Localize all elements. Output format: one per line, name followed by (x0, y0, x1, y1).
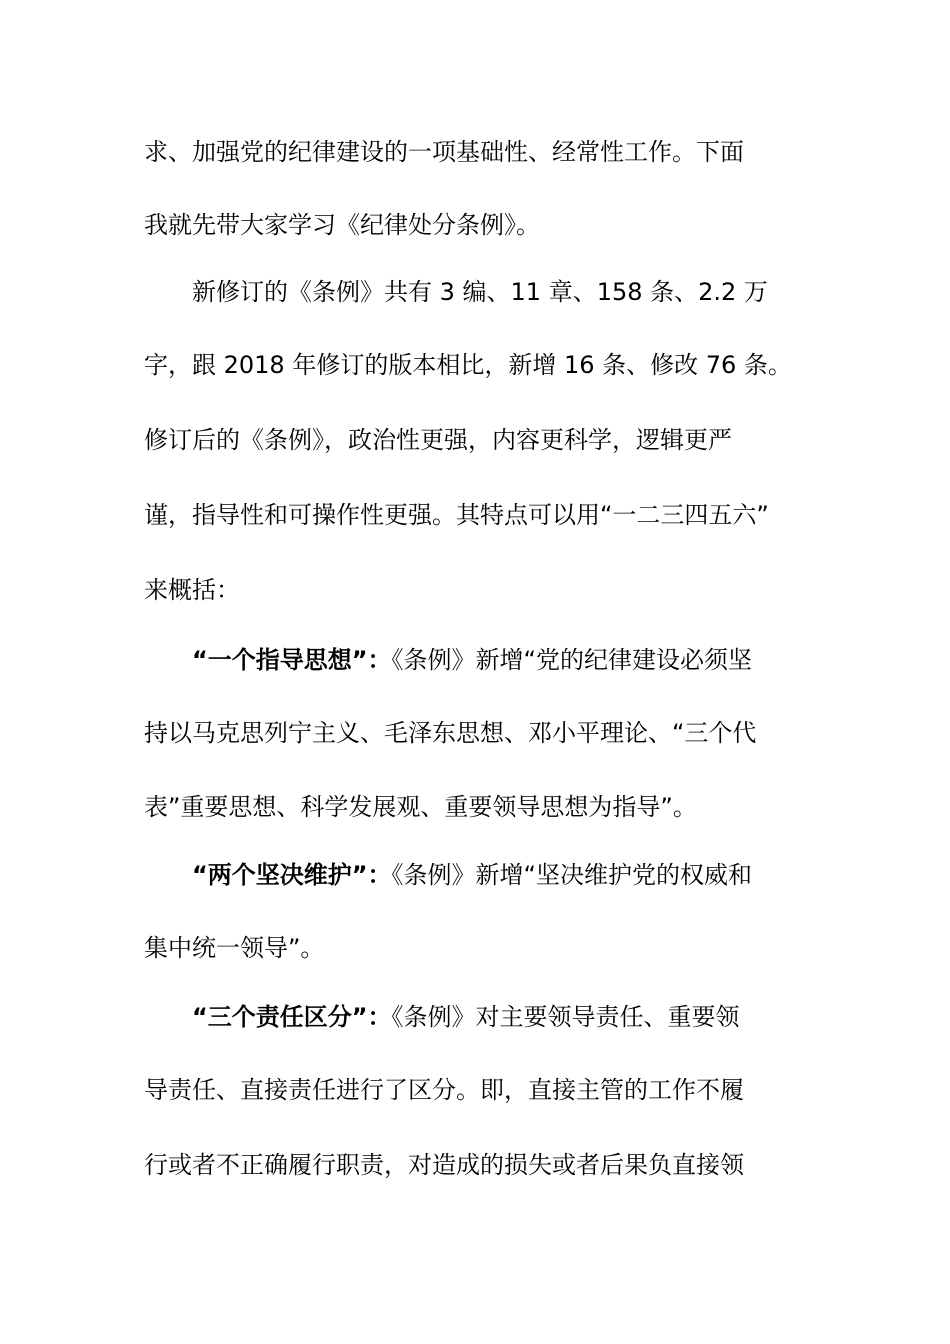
line-text: 持以马克思列宁主义、毛泽东思想、邓小平理论、“三个代 (144, 719, 757, 747)
paragraph-first-line (192, 1002, 740, 1032)
body-text-line (144, 425, 732, 455)
line-text: 《条例》新增“党的纪律建设必须坚 (391, 646, 752, 674)
body-text-line (144, 500, 769, 530)
body-text-line (144, 1150, 744, 1180)
paragraph-first-line (192, 860, 752, 890)
body-text-line (144, 350, 792, 380)
body-text-line (144, 137, 744, 167)
body-text-line (144, 718, 756, 748)
body-text-line (144, 210, 540, 240)
paragraph-first-line (192, 645, 752, 675)
body-text-line (144, 575, 240, 605)
body-text-line (144, 1075, 744, 1105)
line-text: 集中统一领导”。 (144, 934, 325, 962)
bold-heading: “一个指导思想”： (192, 646, 392, 674)
line-text: 修订后的《条例》，政治性更强，内容更科学，逻辑更严 (144, 426, 732, 454)
line-text: 谨，指导性和可操作性更强。其特点可以用“一二三四五六” (144, 501, 769, 529)
line-text: 新修订的《条例》共有 3 编、11 章、158 条、2.2 万 (192, 278, 768, 306)
paragraph-first-line (192, 277, 768, 307)
line-text: 表”重要思想、科学发展观、重要领导思想为指导”。 (144, 793, 697, 821)
line-text: 求、加强党的纪律建设的一项基础性、经常性工作。下面 (144, 138, 744, 166)
line-text: 《条例》对主要领导责任、重要领 (391, 1003, 740, 1031)
line-text: 来概括： (144, 576, 240, 604)
bold-heading: “三个责任区分”： (192, 1003, 392, 1031)
bold-heading: “两个坚决维护”： (192, 861, 392, 889)
line-text: 我就先带大家学习《纪律处分条例》。 (144, 211, 540, 239)
line-text: 行或者不正确履行职责，对造成的损失或者后果负直接领 (144, 1151, 744, 1179)
line-text: 字，跟 2018 年修订的版本相比，新增 16 条、修改 76 条。 (144, 351, 792, 379)
body-text-line (144, 792, 697, 822)
line-text: 导责任、直接责任进行了区分。即，直接主管的工作不履 (144, 1076, 744, 1104)
body-text-line (144, 933, 324, 963)
line-text: 《条例》新增“坚决维护党的权威和 (391, 861, 752, 889)
